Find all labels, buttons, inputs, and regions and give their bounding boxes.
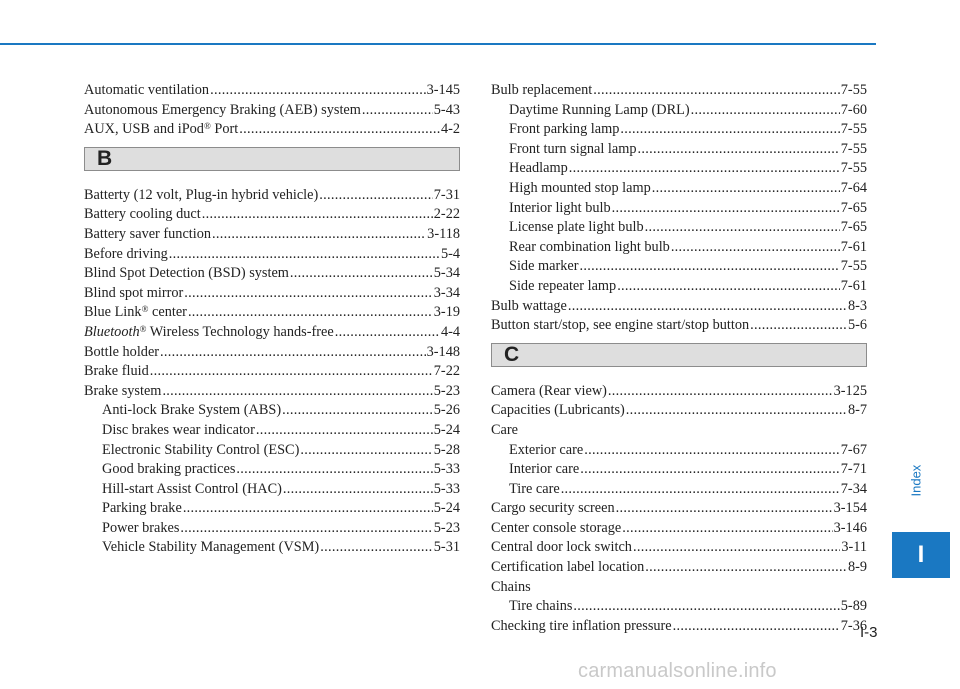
entry-page: 7-64 (840, 179, 867, 196)
entry-text: Automatic ventilation (84, 82, 210, 98)
entry-text: Power brakes (102, 519, 180, 536)
entry-text: Bulb replacement (491, 82, 593, 98)
entry-text: Brake system (84, 382, 162, 399)
index-entry[interactable] (491, 401, 867, 421)
dot-leader (622, 519, 832, 539)
page-number: I-3 (860, 624, 878, 641)
index-entry[interactable] (491, 558, 867, 578)
entry-page: 3-11 (841, 539, 867, 556)
entry-page: 5-6 (847, 317, 867, 334)
entry-text: Batterty (12 volt, Plug-in hybrid vehicle) (84, 186, 319, 203)
dot-leader (282, 401, 433, 421)
dot-leader (608, 382, 833, 402)
section-header-c (491, 343, 867, 367)
dot-leader (620, 120, 839, 140)
entry-page: 7-55 (840, 121, 867, 138)
index-entry[interactable] (84, 245, 460, 265)
entry-page: 7-22 (433, 363, 460, 380)
section-letter: C (504, 342, 520, 366)
dot-leader (612, 199, 840, 219)
index-entry[interactable] (491, 81, 867, 101)
entry-text: Vehicle Stability Management (VSM) (102, 539, 320, 556)
index-subentry[interactable] (84, 421, 460, 441)
entry-page: 5-89 (840, 598, 867, 615)
entry-text: Center console storage (491, 519, 622, 536)
entry-text: Cargo security screen (491, 500, 615, 517)
entry-page: 5-33 (433, 461, 460, 478)
registered-mark: ® (203, 121, 211, 132)
index-entry[interactable] (84, 120, 460, 140)
entry-text: Bulb wattage (491, 297, 567, 314)
entry-page: 7-71 (840, 461, 867, 478)
dot-leader (210, 81, 426, 101)
dot-leader (691, 101, 840, 121)
index-entry[interactable] (491, 617, 867, 637)
dot-leader (300, 441, 432, 461)
entry-text: Blind spot mirror (84, 284, 184, 301)
dot-leader (335, 323, 440, 343)
dot-leader (188, 303, 433, 323)
index-column-left (84, 81, 460, 558)
entry-text: Good braking practices (102, 461, 236, 478)
entry-text: Bottle holder (84, 343, 160, 360)
entry-page: 7-65 (840, 219, 867, 236)
entry-text: Battery saver function (84, 225, 212, 242)
entry-page: 5-34 (433, 265, 460, 282)
entry-text: Front turn signal lamp (509, 140, 637, 157)
entry-text: Front parking lamp (509, 121, 620, 138)
entry-text: Hill-start Assist Control (HAC) (102, 480, 282, 497)
entry-page: 7-55 (840, 160, 867, 177)
entry-text: Battery cooling duct (84, 206, 201, 223)
entry-text: Certification label location (491, 559, 645, 576)
watermark: carmanualsonline.info (578, 660, 777, 682)
entry-page: 7-60 (840, 101, 867, 118)
index-subentry[interactable] (491, 480, 867, 500)
dot-leader (150, 362, 433, 382)
index-entry[interactable] (84, 303, 460, 323)
top-rule (0, 43, 876, 45)
dot-leader (362, 101, 433, 121)
entry-page: 7-55 (840, 258, 867, 275)
index-column-right (491, 81, 867, 636)
index-subentry[interactable] (491, 101, 867, 121)
dot-leader (568, 297, 847, 317)
entry-page: 7-34 (840, 480, 867, 497)
entry-page: 3-145 (426, 82, 460, 98)
entry-text (84, 323, 334, 343)
index-entry[interactable] (84, 81, 460, 101)
section-letter: B (97, 146, 113, 170)
dot-leader (584, 441, 840, 461)
dot-leader (183, 499, 433, 519)
dot-leader (160, 343, 426, 363)
entry-text: Camera (Rear view) (491, 382, 607, 399)
dot-leader (184, 284, 432, 304)
index-subentry[interactable] (84, 441, 460, 461)
entry-page: 3-148 (426, 343, 460, 360)
dot-leader (319, 186, 433, 206)
dot-leader (212, 225, 426, 245)
index-subentry[interactable] (84, 480, 460, 500)
entry-text (84, 303, 187, 323)
entry-text: Side repeater lamp (509, 277, 617, 294)
dot-leader (633, 538, 840, 558)
dot-leader (580, 460, 840, 480)
dot-leader (561, 480, 840, 500)
index-entry[interactable] (491, 499, 867, 519)
entry-text: Side marker (509, 258, 579, 275)
entry-page: 7-55 (840, 82, 867, 98)
index-entry[interactable] (491, 382, 867, 402)
entry-text: Exterior care (509, 441, 584, 458)
index-subentry[interactable] (491, 179, 867, 199)
entry-page: 3-34 (433, 284, 460, 301)
index-entry[interactable] (491, 316, 867, 336)
dot-leader (202, 205, 433, 225)
dot-leader (320, 538, 433, 558)
entry-page: 7-31 (433, 186, 460, 203)
entry-page: 3-154 (833, 500, 867, 517)
registered-mark: ® (141, 304, 149, 315)
entry-page: 5-43 (433, 101, 460, 118)
entry-text: Tire chains (509, 598, 573, 615)
dot-leader (573, 597, 839, 617)
index-entry[interactable] (84, 323, 460, 343)
index-heading: Care (491, 421, 518, 438)
entry-text-part: center (148, 304, 187, 321)
index-subentry[interactable] (491, 120, 867, 140)
entry-text-part: Port (210, 121, 239, 138)
dot-leader (616, 499, 833, 519)
index-entry[interactable] (84, 343, 460, 363)
index-subentry[interactable] (491, 441, 867, 461)
entry-text: Before driving (84, 245, 168, 262)
index-entry[interactable] (84, 101, 460, 121)
entry-text: Rear combination light bulb (509, 238, 670, 255)
entry-page: 4-2 (440, 121, 460, 138)
dot-leader (626, 401, 847, 421)
index-subentry[interactable] (84, 499, 460, 519)
entry-page: 3-118 (427, 225, 460, 242)
dot-leader (256, 421, 433, 441)
index-entry[interactable] (491, 538, 867, 558)
entry-page: 5-26 (433, 402, 460, 419)
dot-leader (236, 460, 432, 480)
dot-leader (645, 558, 847, 578)
dot-leader (671, 238, 840, 258)
index-entry[interactable] (84, 186, 460, 206)
entry-text: Tire care (509, 480, 560, 497)
entry-page: 5-33 (433, 480, 460, 497)
index-entry[interactable] (84, 205, 460, 225)
entry-text: Autonomous Emergency Braking (AEB) system (84, 101, 361, 118)
index-subentry[interactable] (491, 218, 867, 238)
dot-leader (579, 257, 839, 277)
entry-text: Anti-lock Brake System (ABS) (102, 402, 282, 419)
index-entry[interactable] (84, 264, 460, 284)
entry-page: 5-23 (433, 519, 460, 536)
entry-page: 7-36 (840, 617, 867, 634)
entry-text: Electronic Stability Control (ESC) (102, 441, 300, 458)
index-subentry[interactable] (84, 538, 460, 558)
index-entry[interactable] (491, 519, 867, 539)
index-tab-letter: I (917, 541, 925, 568)
dot-leader (637, 140, 839, 160)
entry-text: Interior light bulb (509, 199, 611, 216)
index-subentry[interactable] (491, 199, 867, 219)
dot-leader (569, 159, 840, 179)
entry-text: Checking tire inflation pressure (491, 617, 672, 634)
entry-text: Daytime Running Lamp (DRL) (509, 101, 690, 118)
entry-page: 7-61 (840, 238, 867, 255)
entry-page: 5-4 (440, 245, 460, 262)
dot-leader (645, 218, 840, 238)
entry-page: 5-24 (433, 421, 460, 438)
entry-page: 3-125 (833, 382, 867, 399)
index-subentry[interactable] (491, 238, 867, 258)
entry-page: 2-22 (433, 206, 460, 223)
index-subentry[interactable] (84, 460, 460, 480)
entry-text: Disc brakes wear indicator (102, 421, 255, 438)
index-subentry[interactable] (84, 519, 460, 539)
index-heading: Chains (491, 578, 531, 595)
index-subentry[interactable] (491, 140, 867, 160)
entry-text: Headlamp (509, 160, 568, 177)
entry-text: Capacities (Lubricants) (491, 402, 625, 419)
entry-page: 5-31 (433, 539, 460, 556)
index-entry[interactable] (84, 284, 460, 304)
entry-page: 8-7 (847, 402, 867, 419)
entry-page: 7-61 (840, 277, 867, 294)
registered-mark: ® (139, 323, 147, 334)
index-entry[interactable] (491, 297, 867, 317)
entry-text: Interior care (509, 461, 580, 478)
dot-leader (283, 480, 433, 500)
entry-text-part: Wireless Technology hands-free (146, 323, 334, 340)
index-subentry[interactable] (491, 460, 867, 480)
entry-page: 5-24 (433, 500, 460, 517)
entry-page: 3-19 (433, 304, 460, 321)
entry-text-part: Blue Link (84, 304, 142, 321)
entry-text: Central door lock switch (491, 539, 632, 556)
dot-leader (750, 316, 847, 336)
index-entry[interactable] (84, 362, 460, 382)
dot-leader (652, 179, 840, 199)
dot-leader (239, 120, 440, 140)
entry-page: 7-55 (840, 140, 867, 157)
entry-page: 7-67 (840, 441, 867, 458)
index-subentry[interactable] (491, 257, 867, 277)
entry-page: 8-9 (847, 559, 867, 576)
entry-page: 3-146 (833, 519, 867, 536)
dot-leader (162, 382, 432, 402)
entry-text: Brake fluid (84, 363, 149, 380)
entry-page: 8-3 (847, 297, 867, 314)
entry-page: 5-28 (433, 441, 460, 458)
index-tab-label: Index (908, 464, 924, 497)
entry-text: Blind Spot Detection (BSD) system (84, 265, 289, 282)
index-tab[interactable] (892, 532, 950, 578)
entry-page: 7-65 (840, 199, 867, 216)
entry-text: Button start/stop, see engine start/stop button (491, 317, 750, 334)
index-subentry[interactable] (491, 159, 867, 179)
index-entry[interactable] (84, 225, 460, 245)
index-subentry[interactable] (491, 597, 867, 617)
index-subentry[interactable] (84, 401, 460, 421)
section-header-b (84, 147, 460, 171)
entry-page: 5-23 (433, 382, 460, 399)
dot-leader (180, 519, 432, 539)
entry-page: 4-4 (440, 323, 460, 340)
entry-text: Parking brake (102, 500, 182, 517)
entry-text: License plate light bulb (509, 219, 644, 236)
index-subentry[interactable] (491, 277, 867, 297)
entry-text (84, 120, 238, 140)
dot-leader (290, 264, 433, 284)
dot-leader (593, 81, 840, 101)
dot-leader (673, 617, 840, 637)
entry-text-part: Bluetooth (84, 323, 140, 340)
dot-leader (169, 245, 440, 265)
dot-leader (617, 277, 840, 297)
entry-text: High mounted stop lamp (509, 179, 651, 196)
entry-text-part: AUX, USB and iPod (84, 121, 204, 138)
index-entry[interactable] (84, 382, 460, 402)
